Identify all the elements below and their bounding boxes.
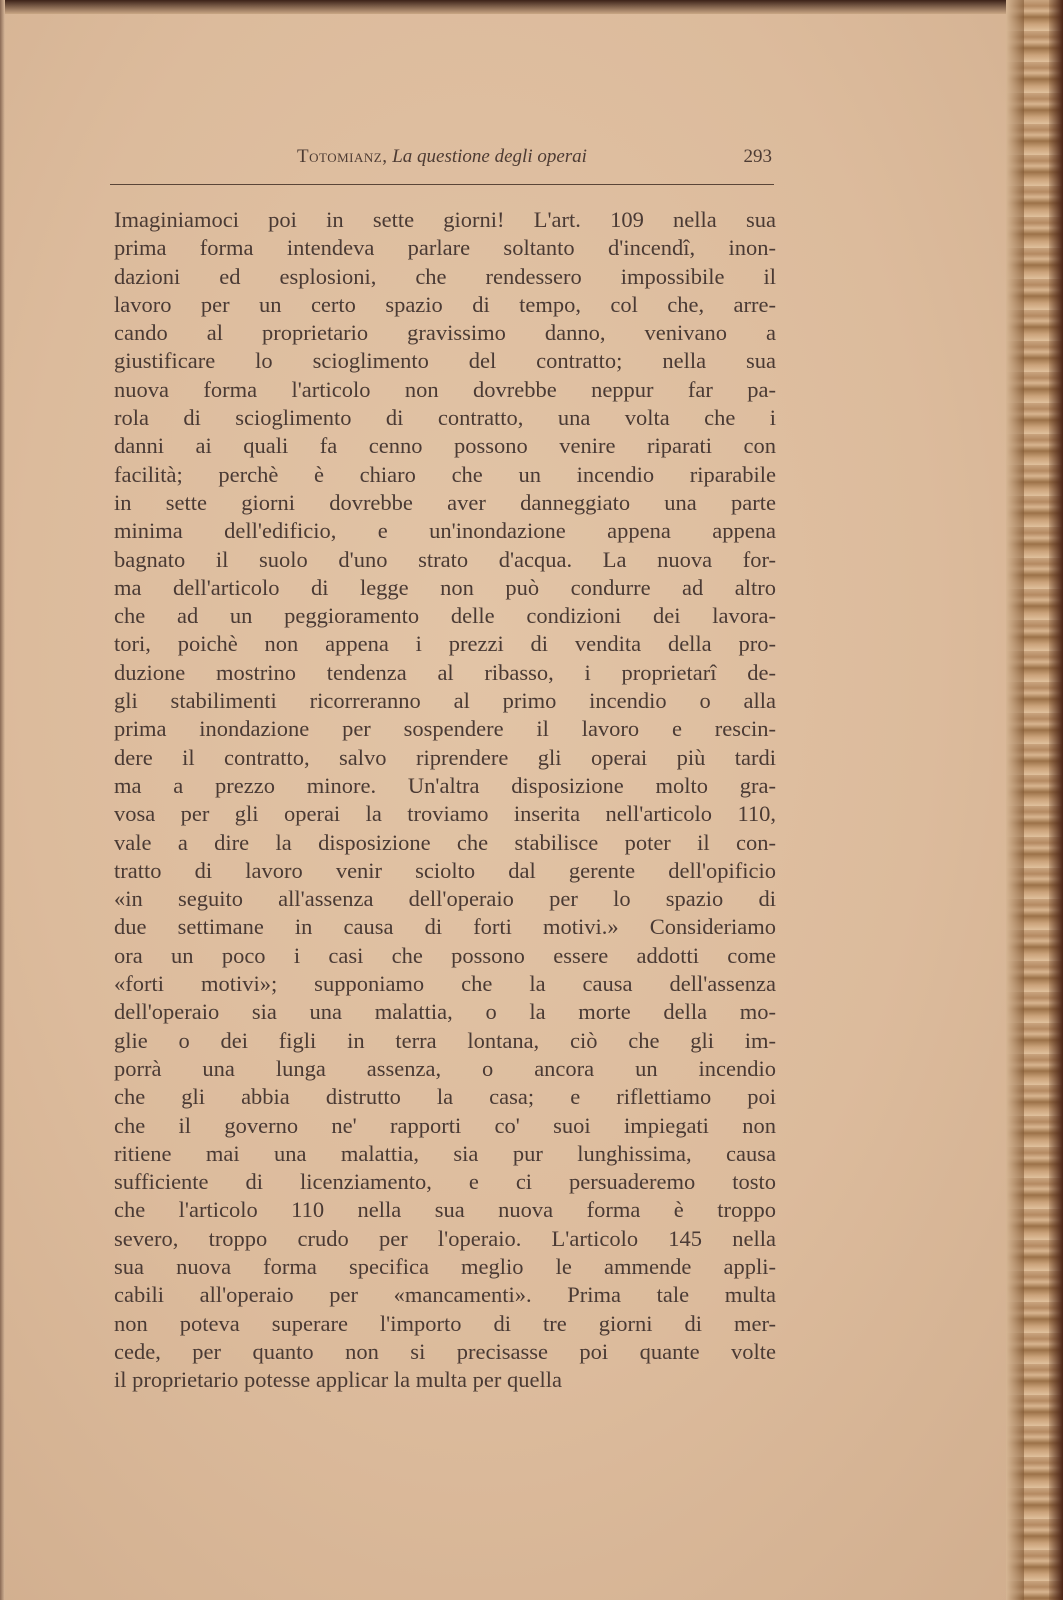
text-line: duzione mostrino tendenza al ribasso, i proprietarî de-	[114, 659, 776, 685]
book-spine-edge	[1006, 0, 1063, 1600]
running-head-book-title: La questione degli operai	[392, 146, 587, 167]
text-line: tratto di lavoro venir sciolto dal gerente dell'opificio	[114, 857, 776, 883]
page-top-shadow	[0, 0, 1063, 14]
text-line: porrà una lunga assenza, o ancora un incendio	[114, 1055, 776, 1081]
page-number: 293	[743, 146, 772, 167]
text-line: gli stabilimenti ricorreranno al primo incendio o alla	[114, 688, 776, 714]
text-line: «forti motivi»; supponiamo che la causa dell'assenza	[114, 971, 776, 997]
text-line: severo, troppo crudo per l'operaio. L'articolo 145 nella	[114, 1225, 776, 1251]
text-line: non poteva superare l'importo di tre giorni di mer-	[114, 1310, 776, 1336]
running-head	[112, 146, 772, 172]
running-head-title	[112, 146, 772, 168]
running-head-author: Totomianz,	[297, 146, 388, 167]
text-line: Imaginiamoci poi in sette giorni! L'art. 109 nella sua	[114, 207, 776, 232]
text-line: vale a dire la disposizione che stabilisce poter il con-	[114, 829, 776, 855]
text-line: cando al proprietario gravissimo danno, venivano a	[114, 320, 776, 346]
text-line: dere il contratto, salvo riprendere gli operai più tardi	[114, 744, 776, 770]
text-line: dazioni ed esplosioni, che rendessero impossibile il	[114, 263, 776, 289]
text-line: cabili all'operaio per «mancamenti». Prima tale multa	[114, 1282, 776, 1308]
text-line: due settimane in causa di forti motivi.» Consideriamo	[114, 914, 776, 940]
text-line: che gli abbia distrutto la casa; e riflettiamo poi	[114, 1084, 776, 1110]
text-line: tori, poichè non appena i prezzi di vendita della pro-	[114, 631, 776, 657]
body-text	[114, 206, 776, 1394]
text-line: giustificare lo scioglimento del contratto; nella sua	[114, 348, 776, 374]
text-line: che l'articolo 110 nella sua nuova forma è troppo	[114, 1197, 776, 1223]
text-line: lavoro per un certo spazio di tempo, col che, arre-	[114, 291, 776, 317]
text-line: ritiene mai una malattia, sia pur lunghissima, causa	[114, 1140, 776, 1166]
text-line: ma a prezzo minore. Un'altra disposizione molto gra-	[114, 772, 776, 798]
text-line: che il governo ne' rapporti co' suoi impiegati non	[114, 1112, 776, 1138]
text-line: vosa per gli operai la troviamo inserita nell'articolo 110,	[114, 801, 776, 827]
text-line: prima inondazione per sospendere il lavoro e rescin-	[114, 716, 776, 742]
text-line: «in seguito all'assenza dell'operaio per lo spazio di	[114, 886, 776, 912]
text-line: ma dell'articolo di legge non può condurre ad altro	[114, 574, 776, 600]
header-rule	[110, 184, 774, 185]
text-line: danni ai quali fa cenno possono venire riparati con	[114, 433, 776, 459]
text-line: dell'operaio sia una malattia, o la morte della mo-	[114, 999, 776, 1025]
page-left-edge	[0, 0, 5, 1600]
text-line: nuova forma l'articolo non dovrebbe neppur far pa-	[114, 376, 776, 402]
text-line: ora un poco i casi che possono essere addotti come	[114, 942, 776, 968]
text-line: sua nuova forma specifica meglio le ammende appli-	[114, 1253, 776, 1279]
text-line: in sette giorni dovrebbe aver danneggiato una parte	[114, 489, 776, 515]
text-line: il proprietario potesse applicar la multa per quella	[114, 1367, 562, 1393]
text-line: che ad un peggioramento delle condizioni dei lavora-	[114, 603, 776, 629]
text-line: rola di scioglimento di contratto, una volta che i	[114, 405, 776, 431]
text-line: facilità; perchè è chiaro che un incendio riparabile	[114, 461, 776, 487]
text-line: bagnato il suolo d'uno strato d'acqua. La nuova for-	[114, 546, 776, 572]
text-line: glie o dei figli in terra lontana, ciò che gli im-	[114, 1027, 776, 1053]
text-line: minima dell'edificio, e un'inondazione appena appena	[114, 518, 776, 544]
text-line: cede, per quanto non si precisasse poi quante volte	[114, 1338, 776, 1364]
text-line: sufficiente di licenziamento, e ci persuaderemo tosto	[114, 1169, 776, 1195]
text-line: prima forma intendeva parlare soltanto d'incendî, inon-	[114, 235, 776, 261]
